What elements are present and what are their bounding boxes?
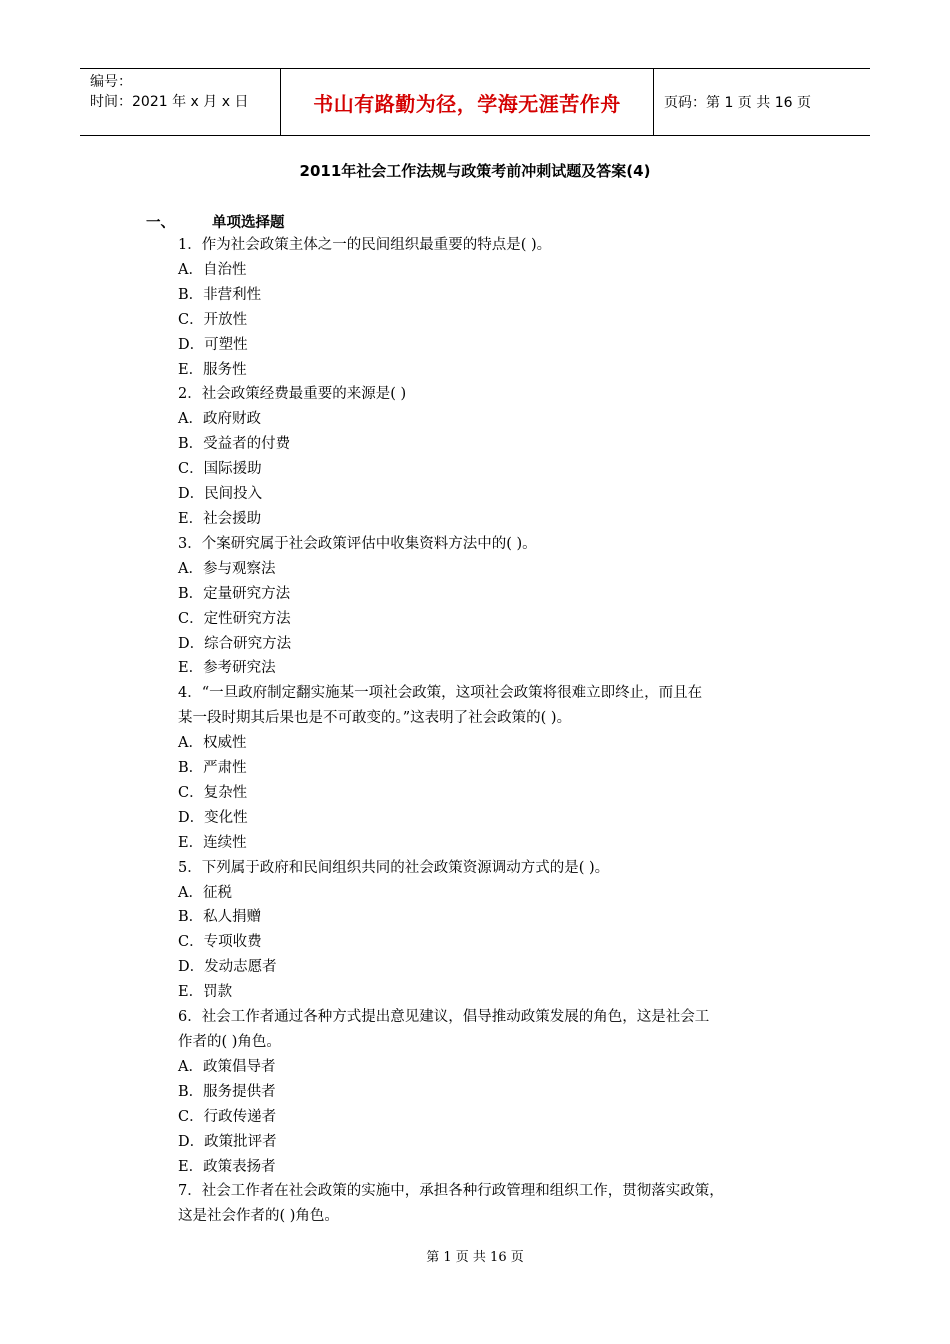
option-line: D．可塑性 bbox=[178, 336, 248, 353]
option-line: B．服务提供者 bbox=[178, 1083, 276, 1100]
option-line: E．社会援助 bbox=[178, 510, 262, 527]
option-line: C．国际援助 bbox=[178, 461, 262, 478]
option-line: C．专项收费 bbox=[178, 934, 262, 951]
question-list bbox=[178, 233, 818, 1229]
header-motto: 书山有路勤为径，学海无涯苦作舟 bbox=[313, 91, 621, 116]
question-line: 作者的( )角色。 bbox=[178, 1034, 281, 1050]
page-header bbox=[80, 68, 870, 136]
option-line: B．非营利性 bbox=[178, 286, 262, 303]
option-line: C．复杂性 bbox=[178, 784, 248, 801]
option-line: E．罚款 bbox=[178, 984, 233, 1001]
question-line: 2．社会政策经费最重要的来源是( ) bbox=[178, 386, 407, 403]
option-line: B．严肃性 bbox=[178, 760, 247, 777]
question-line: 4．“一旦政府制定翻实施某一项社会政策，这项社会政策将很难立即终止，而且在 bbox=[178, 685, 703, 702]
option-line: E．服务性 bbox=[178, 361, 247, 378]
question-line: 3．个案研究属于社会政策评估中收集资料方法中的( )。 bbox=[178, 535, 537, 552]
option-line: B．受益者的付费 bbox=[178, 436, 291, 453]
option-line: E．参考研究法 bbox=[178, 660, 276, 677]
header-motto-cell bbox=[281, 69, 654, 135]
time-label: 时间：2021 年 x 月 x 日 bbox=[90, 94, 249, 110]
question-line: 这是社会作者的( )角色。 bbox=[178, 1208, 339, 1225]
option-line: D．综合研究方法 bbox=[178, 635, 292, 652]
code-label: 编号： bbox=[90, 74, 132, 90]
option-line: D．变化性 bbox=[178, 809, 248, 826]
page-info-text: 页码：第 1 页 共 16 页 bbox=[664, 95, 811, 111]
header-page-info bbox=[654, 69, 870, 135]
header-meta bbox=[80, 69, 281, 135]
option-line: D．政策批评者 bbox=[178, 1133, 277, 1150]
question-line: 7．社会工作者在社会政策的实施中，承担各种行政管理和组织工作，贯彻落实政策， bbox=[178, 1183, 724, 1200]
option-line: A．权威性 bbox=[178, 735, 247, 752]
section-number: 一、 bbox=[146, 215, 175, 231]
option-line: D．民间投入 bbox=[178, 486, 263, 503]
option-line: A．政策倡导者 bbox=[178, 1058, 276, 1075]
option-line: A．征税 bbox=[178, 884, 232, 901]
option-line: C．行政传递者 bbox=[178, 1108, 277, 1125]
question-line: 1．作为社会政策主体之一的民间组织最重要的特点是( )。 bbox=[178, 237, 552, 253]
document-title: 2011年社会工作法规与政策考前冲刺试题及答案(4) bbox=[299, 162, 651, 180]
option-line: A．自治性 bbox=[178, 261, 247, 278]
option-line: E．政策表扬者 bbox=[178, 1158, 276, 1175]
question-line: 某一段时期其后果也是不可敢变的。”这表明了社会政策的( )。 bbox=[178, 710, 572, 727]
page-footer: 第 1 页 共 16 页 bbox=[426, 1250, 524, 1265]
option-line: A．政府财政 bbox=[178, 411, 261, 428]
option-line: B．私人捐赠 bbox=[178, 909, 262, 926]
section-heading bbox=[146, 211, 285, 232]
option-line: D．发动志愿者 bbox=[178, 959, 277, 976]
question-line: 5．下列属于政府和民间组织共同的社会政策资源调动方式的是( )。 bbox=[178, 859, 610, 876]
section-title: 单项选择题 bbox=[212, 215, 285, 231]
option-line: C．开放性 bbox=[178, 311, 248, 328]
option-line: B．定量研究方法 bbox=[178, 585, 291, 602]
question-line: 6．社会工作者通过各种方式提出意见建议，倡导推动政策发展的角色，这是社会工 bbox=[178, 1009, 710, 1026]
option-line: C．定性研究方法 bbox=[178, 610, 291, 627]
option-line: A．参与观察法 bbox=[178, 560, 276, 577]
option-line: E．连续性 bbox=[178, 834, 247, 851]
